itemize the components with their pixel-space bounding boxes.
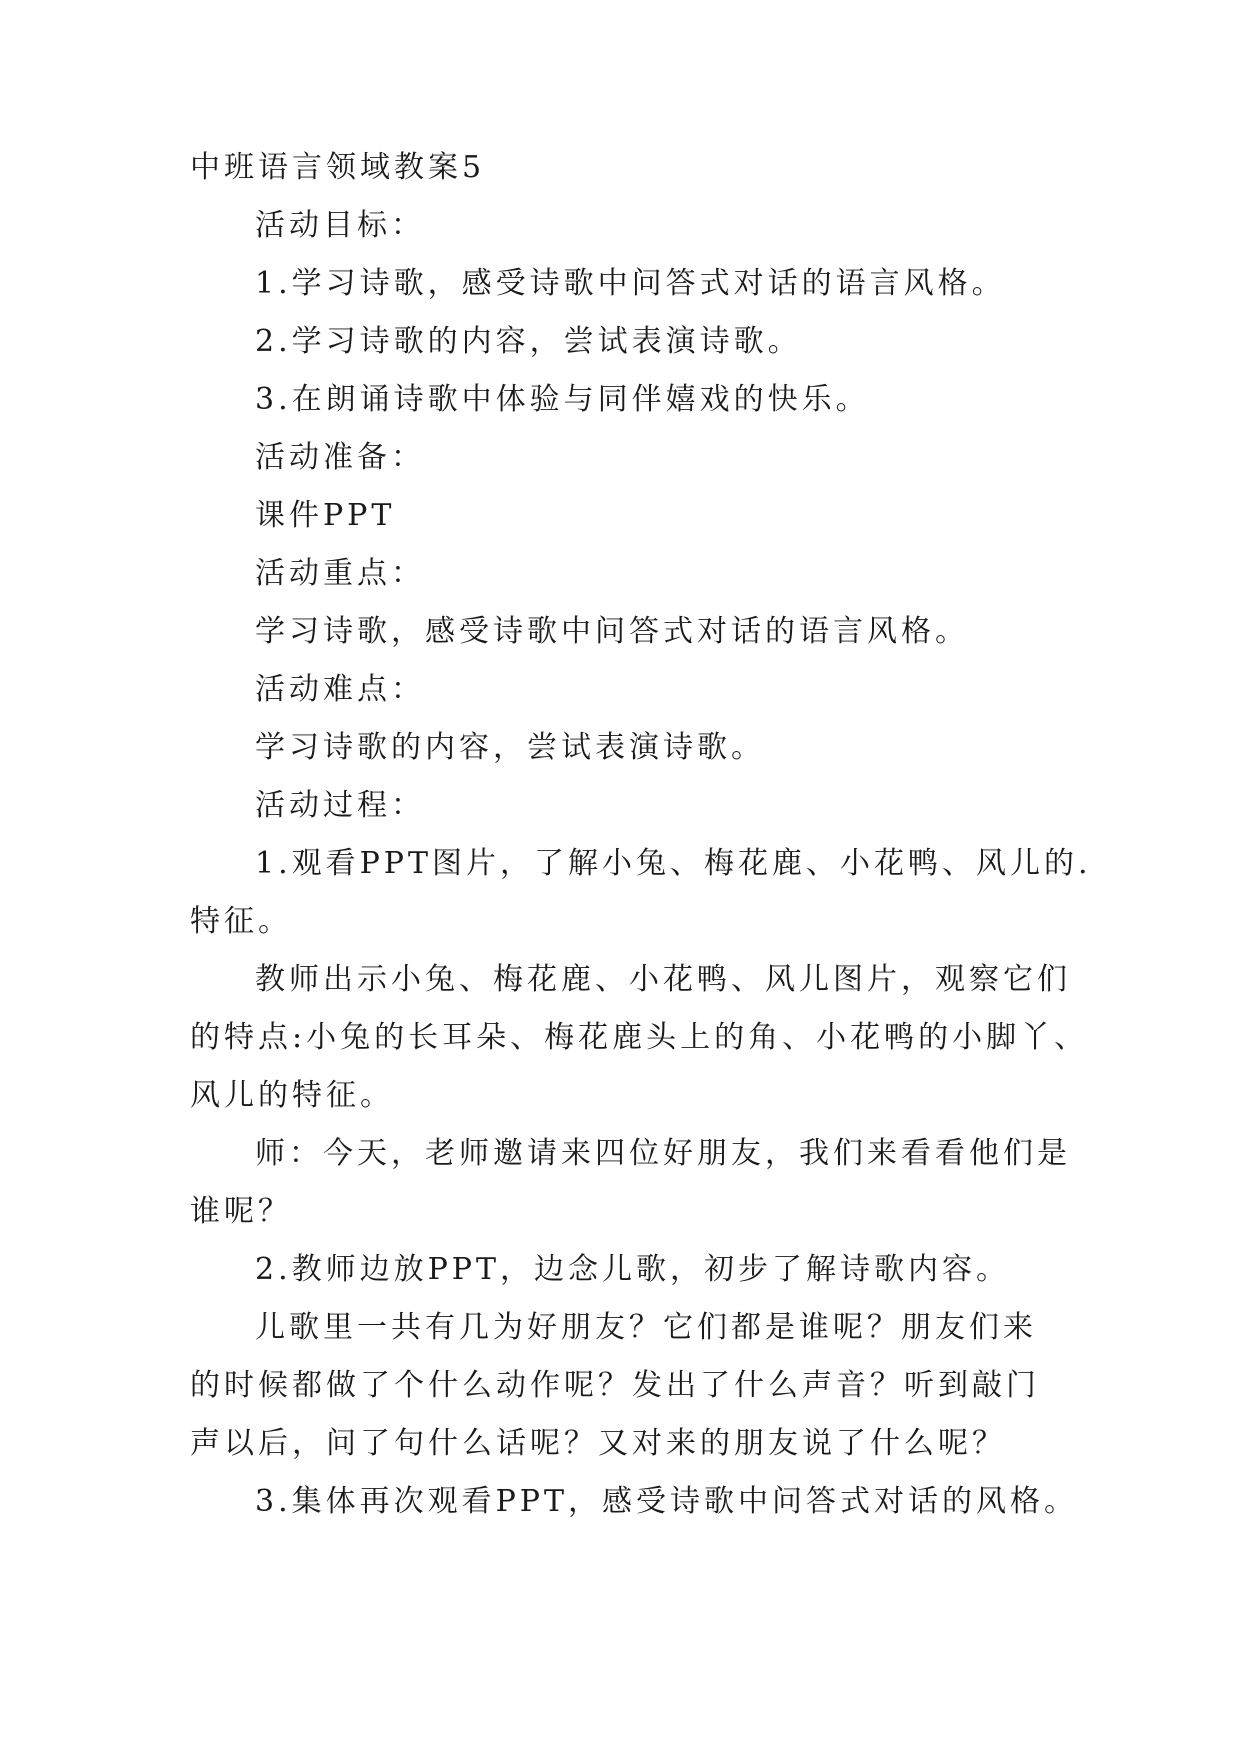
paragraph-line: 师：今天，老师邀请来四位好朋友，我们来看看他们是 <box>255 1136 1071 1171</box>
paragraph-line: 特征。 <box>190 904 292 939</box>
paragraph-line: 教师出示小兔、梅花鹿、小花鸭、风儿图片，观察它们 <box>255 962 1071 997</box>
paragraph-line: 风儿的特征。 <box>190 1078 394 1113</box>
paragraph-line: 课件PPT <box>255 498 396 533</box>
document-title: 中班语言领域教案5 <box>190 150 486 185</box>
paragraph-line: 2.教师边放PPT，边念儿歌，初步了解诗歌内容。 <box>255 1252 1011 1287</box>
paragraph-line: 3.在朗诵诗歌中体验与同伴嬉戏的快乐。 <box>255 382 870 417</box>
paragraph-line: 活动准备： <box>255 440 425 475</box>
paragraph-line: 的特点:小兔的长耳朵、梅花鹿头上的角、小花鸭的小脚丫、 <box>190 1020 1089 1055</box>
paragraph-line: 的时候都做了个什么动作呢？发出了什么声音？听到敲门 <box>190 1368 1040 1403</box>
paragraph-line: 活动过程： <box>255 788 425 823</box>
paragraph-line: 活动目标： <box>255 208 425 243</box>
paragraph-line: 学习诗歌，感受诗歌中问答式对话的语言风格。 <box>255 614 969 649</box>
paragraph-line: 学习诗歌的内容，尝试表演诗歌。 <box>255 730 765 765</box>
paragraph-line: 活动难点： <box>255 672 425 707</box>
paragraph-line: 1.学习诗歌，感受诗歌中问答式对话的语言风格。 <box>255 266 1006 301</box>
paragraph-line: 2.学习诗歌的内容，尝试表演诗歌。 <box>255 324 802 359</box>
paragraph-line: 3.集体再次观看PPT，感受诗歌中问答式对话的风格。 <box>255 1484 1079 1519</box>
paragraph-line: 谁呢？ <box>190 1194 292 1229</box>
paragraph-line: 1.观看PPT图片，了解小兔、梅花鹿、小花鸭、风儿的. <box>255 846 1092 881</box>
paragraph-line: 儿歌里一共有几为好朋友？它们都是谁呢？朋友们来 <box>255 1310 1037 1345</box>
paragraph-line: 声以后，问了句什么话呢？又对来的朋友说了什么呢？ <box>190 1426 1006 1461</box>
paragraph-line: 活动重点： <box>255 556 425 591</box>
